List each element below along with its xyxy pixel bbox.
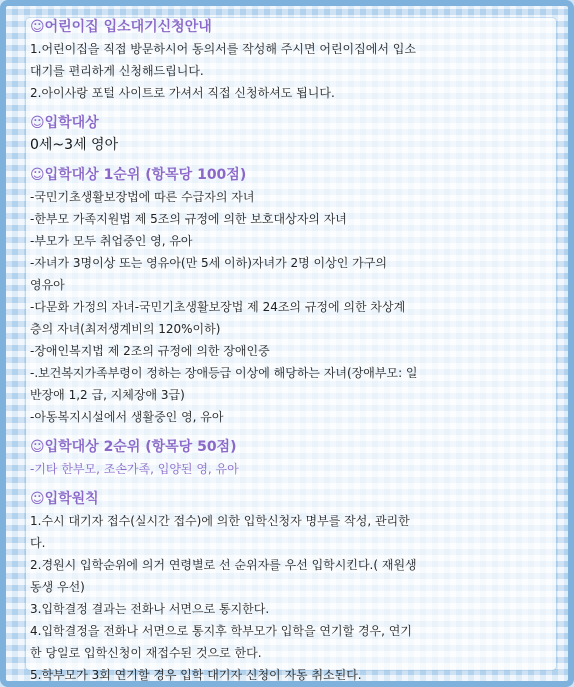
text-line: 다. [30, 536, 46, 550]
text-line: 2.경원시 입학순위에 의거 연령별로 선 순위자를 우선 입학시킨다.( 재원생 [30, 558, 417, 572]
text-line: 반장애 1,2 급, 지체장애 3급) [30, 388, 185, 402]
section-heading-target: ☺입학대상 [30, 115, 99, 131]
text-line: -.보건복지가족부령이 정하는 장애등급 이상에 해당하는 자녀(장애부모: 일 [30, 366, 418, 380]
text-line: -부모가 모두 취업중인 영, 유아 [30, 234, 193, 248]
text-line: 1.어린이집을 직접 방문하시어 동의서를 작성해 주시면 어린이집에서 입소 [30, 42, 416, 56]
text-line: 영유아 [30, 278, 65, 292]
text-line: 한 당일로 입학신청이 재접수된 것으로 한다. [30, 646, 262, 660]
text-line: -국민기초생활보장법에 따른 수급자의 자녀 [30, 190, 255, 204]
text-line: -아동복지시설에서 생활중인 영, 유아 [30, 410, 224, 424]
section-heading-priority-1: ☺입학대상 1순위 (항목당 100점) [30, 167, 247, 183]
text-line: 층의 자녀(최저생계비의 120%이하) [30, 322, 221, 336]
text-line: 동생 우선) [30, 580, 85, 594]
notice-content [30, 12, 550, 686]
text-line: 5.학부모가 3회 연기할 경우 입학 대기자 신청이 자동 취소된다. [30, 668, 362, 682]
text-line: -한부모 가족지원법 제 5조의 규정에 의한 보호대상자의 자녀 [30, 212, 347, 226]
text-line: -장애인복지법 제 2조의 규정에 의한 장애인중 [30, 344, 270, 358]
section-heading-waitlist: ☺어린이집 입소대기신청안내 [30, 19, 212, 35]
text-line: 3.입학결정 결과는 전화나 서면으로 통지한다. [30, 602, 270, 616]
section-heading-principles: ☺입학원칙 [30, 491, 99, 507]
section-heading-priority-2: ☺입학대상 2순위 (항목당 50점) [30, 439, 237, 455]
text-line: 4.입학결정을 전화나 서면으로 통지후 학부모가 입학을 연기할 경우, 연기 [30, 624, 412, 638]
text-line: 2.아이사랑 포털 사이트로 가셔서 직접 신청하셔도 됩니다. [30, 86, 335, 100]
text-line: -다문화 가정의 자녀-국민기초생활보장법 제 24조의 규정에 의한 차상계 [30, 300, 406, 314]
text-line: 대기를 편리하게 신청해드립니다. [30, 64, 204, 78]
text-line: 1.수시 대기자 접수(실시간 접수)에 의한 입학신청자 명부를 작성, 관리한 [30, 514, 410, 528]
text-line: -자녀가 3명이상 또는 영유아(만 5세 이하)자녀가 2명 이상인 가구의 [30, 256, 387, 270]
text-line: 0세~3세 영아 [30, 137, 119, 153]
text-line: -기타 한부모, 조손가족, 입양된 영, 유아 [30, 462, 239, 476]
